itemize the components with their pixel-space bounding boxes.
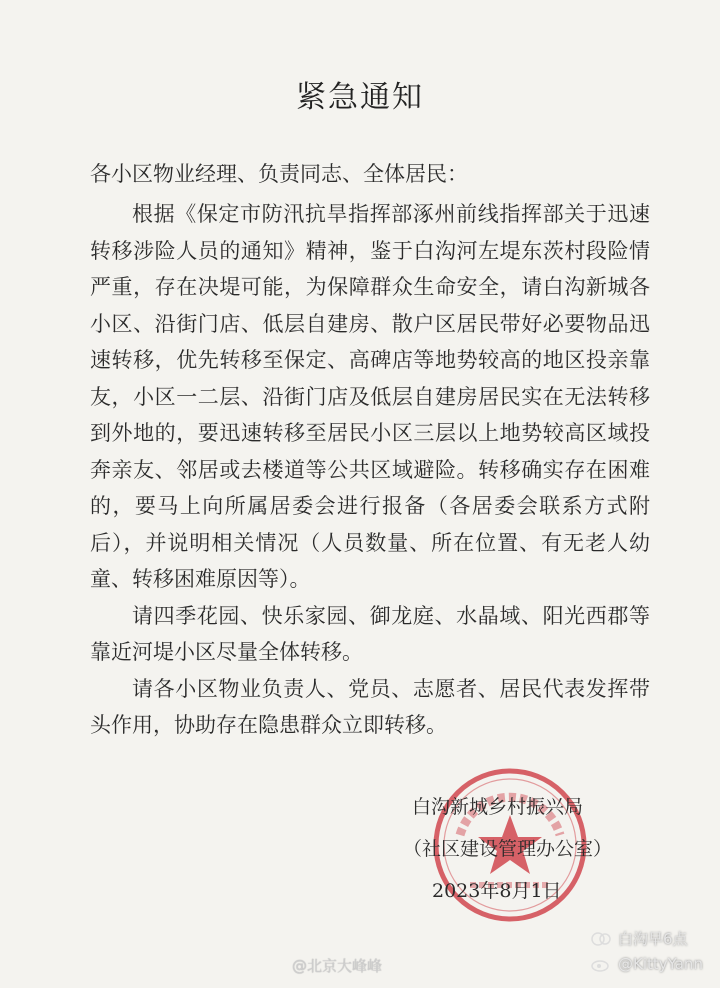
wechat-channel-icon (590, 930, 612, 948)
watermark-right (590, 928, 703, 973)
paragraph-riverside: 请四季花园、快乐家园、御龙庭、水晶域、阳光西郡等靠近河堤小区尽量全体转移。 (90, 603, 650, 664)
watermark-row-2 (590, 955, 703, 973)
watermark-username: @KittyYann (618, 955, 703, 973)
salutation: 各小区物业经理、负责同志、全体居民： (90, 162, 468, 186)
paragraph-volunteers: 请各小区物业负责人、党员、志愿者、居民代表发挥带头作用，协助存在隐患群众立即转移。 (90, 676, 650, 737)
watermark-row-1 (590, 928, 703, 949)
watermark-channel-name: 白沟早6点 (618, 930, 688, 948)
notice-title: 紧急通知 (296, 80, 424, 115)
signature-office: （社区建设管理办公室） (403, 838, 613, 860)
paragraph-main: 根据《保定市防汛抗旱指挥部涿州前线指挥部关于迅速转移涉险人员的通知》精神，鉴于白沟河左堤东茨村段险情严重，存在决堤可能，为保障群众生命安全，请白沟新城各小区、沿街门店、低层自建房、散户区居民带好必要物品迅速转移，优先转移至保定、高碑店等地势较高的地区投亲靠友，小区一二层、沿街门店及低层自建房居民实在无法转移到外地的，要迅速转移至居民小区三层以上地势较高区域投奔亲友、邻居或去楼道等公共区域避险。转移确实存在困难的，要马上向所属居委会进行报备（各居委会联系方式附后），并说明相关情况（人员数量、所在位置、有无老人幼童、转移困难原因等）。 (90, 202, 650, 591)
signature-organization: 白沟新城乡村振兴局 (412, 796, 584, 818)
watermark-weibo-left: @北京大峰峰 (292, 957, 383, 975)
signature-date: 2023年8月1日 (432, 880, 562, 902)
weibo-icon (590, 955, 612, 973)
notice-body (90, 196, 650, 744)
